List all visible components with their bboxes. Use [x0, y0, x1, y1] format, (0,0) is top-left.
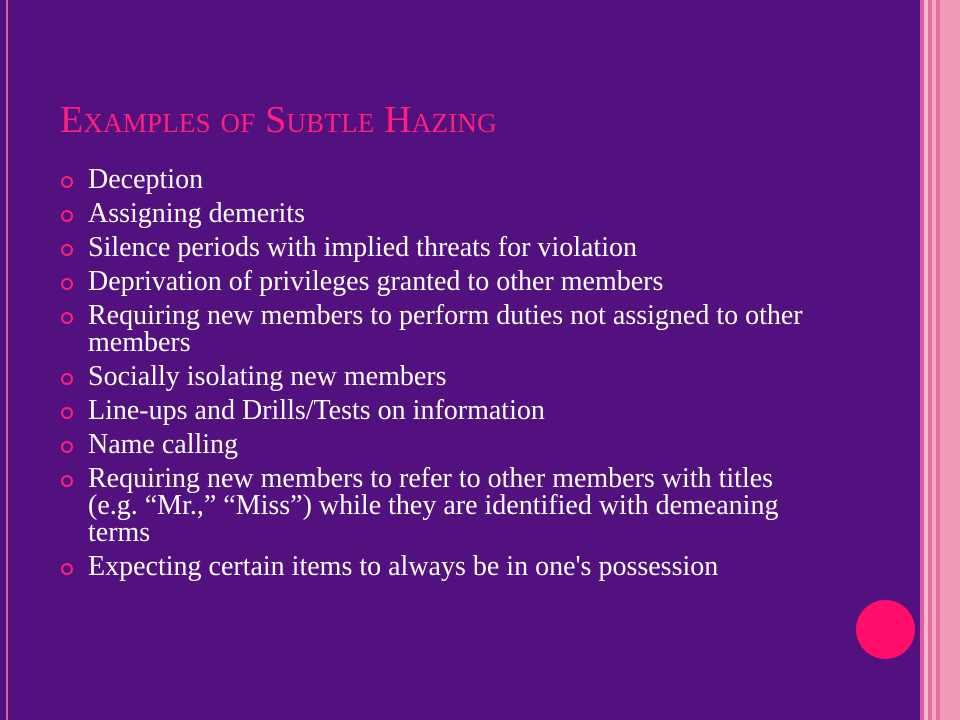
bullet-item — [61, 200, 821, 227]
bullet-item — [61, 397, 821, 424]
bullet-circle-icon — [61, 278, 73, 290]
bullet-text: Name calling — [88, 429, 239, 460]
bullet-circle-icon — [61, 475, 73, 487]
bullet-text: Expecting certain items to always be in one's possession — [88, 551, 719, 582]
bullet-text: Deprivation of privileges granted to other members — [88, 266, 664, 297]
bullet-item — [61, 553, 821, 580]
bullet-item — [61, 302, 821, 356]
left-accent-line — [6, 0, 8, 720]
bullet-text: Line-ups and Drills/Tests on information — [88, 395, 545, 426]
bullet-circle-icon — [61, 563, 73, 575]
bullet-circle-icon — [61, 373, 73, 385]
bullet-circle-icon — [61, 176, 73, 188]
bullet-text: Requiring new members to refer to other members with titles (e.g. “Mr.,” “Miss”) while they are identified with demeaning terms — [88, 463, 779, 548]
bullet-text: Silence periods with implied threats for violation — [88, 232, 637, 263]
bullet-text: Deception — [88, 164, 204, 195]
bullet-circle-icon — [61, 312, 73, 324]
bullet-text: Requiring new members to perform duties not assigned to other members — [88, 300, 803, 358]
slide-title: Examples of Subtle Hazing — [60, 99, 497, 141]
bullet-item — [61, 234, 821, 261]
bullet-text: Socially isolating new members — [88, 361, 447, 392]
bullet-circle-icon — [61, 210, 73, 222]
corner-circle-decoration — [856, 600, 915, 659]
bullet-circle-icon — [61, 441, 73, 453]
bullet-circle-icon — [61, 407, 73, 419]
bullet-text: Assigning demerits — [88, 198, 305, 229]
bullet-list — [61, 166, 821, 587]
bullet-circle-icon — [61, 244, 73, 256]
bullet-item — [61, 363, 821, 390]
bullet-item — [61, 431, 821, 458]
bullet-item — [61, 465, 821, 546]
right-pink-band — [940, 0, 960, 720]
bullet-item — [61, 268, 821, 295]
bullet-item — [61, 166, 821, 193]
